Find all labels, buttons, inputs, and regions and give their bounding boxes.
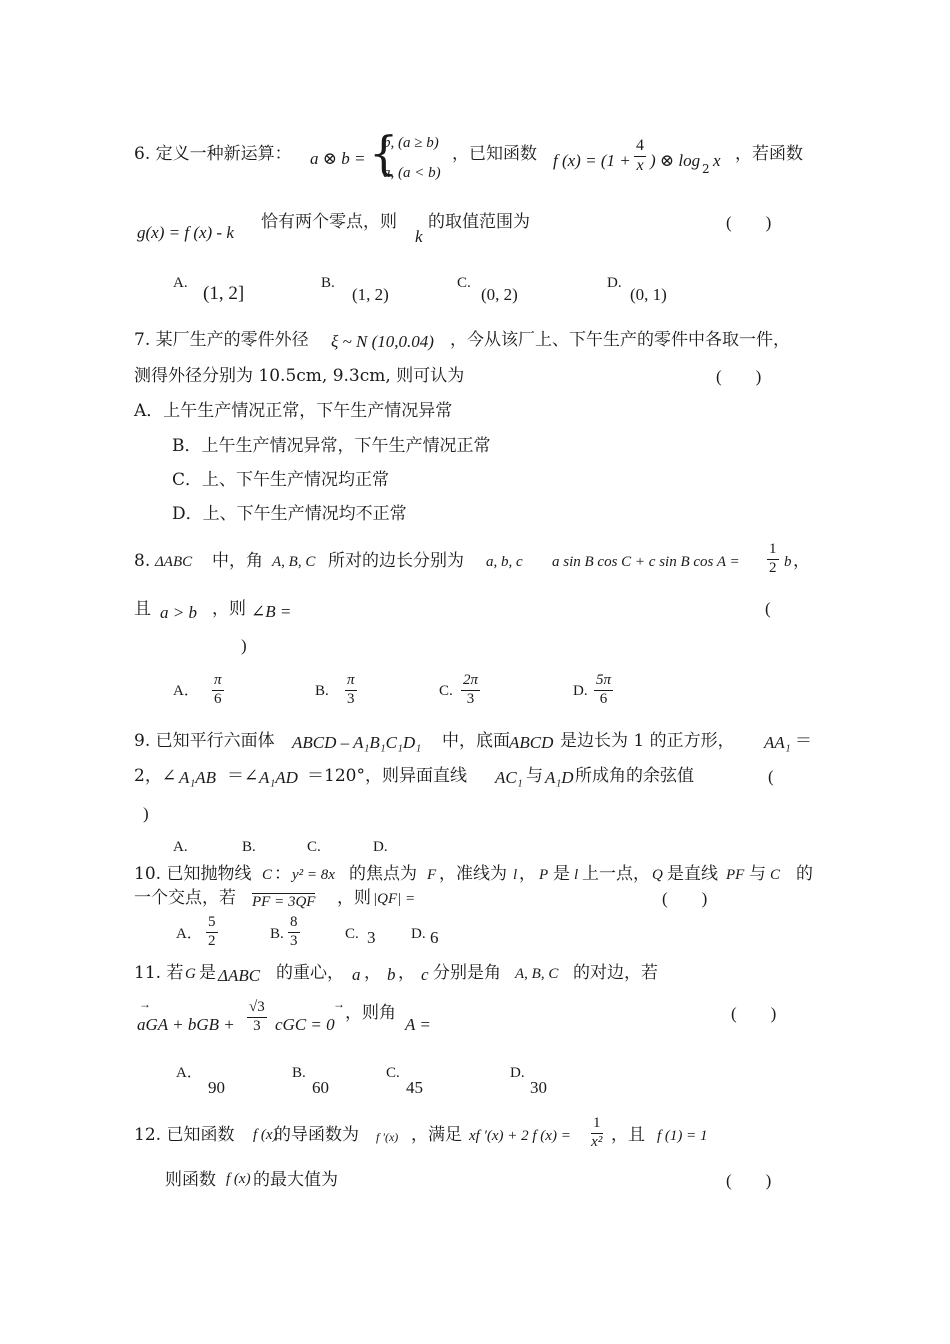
q11-c: c	[421, 965, 429, 984]
q8-line2-a: 且	[134, 599, 151, 619]
q11-line1-d: 分别是角	[433, 963, 501, 983]
q6-option-b-label: B.	[321, 275, 335, 291]
q11-option-b-value: 60	[312, 1078, 329, 1097]
q8-paren-open: (	[765, 599, 771, 618]
q8-option-b-num: π	[345, 673, 357, 691]
q11-a: a	[352, 965, 361, 984]
q9-base: ABCD	[509, 733, 554, 752]
q8-equation: a sin B cos C + c sin B cos A =	[552, 554, 740, 570]
q8-num: 8.	[134, 551, 151, 571]
q10-abs: |QF| =	[373, 891, 416, 907]
q6-option-c-value: (0, 2)	[481, 285, 518, 304]
q11-option-a-label: A．	[176, 1065, 202, 1081]
q9-angle1: A₁AB	[179, 768, 217, 787]
q11-line2-b: ，则角	[345, 1003, 396, 1023]
q11-b: b	[387, 965, 396, 984]
q6-frac-den: x	[636, 156, 644, 174]
q6-f-lhs: f (x) = (1 +	[553, 151, 631, 170]
q11-line1-b: 是	[199, 963, 216, 983]
q6-f-rhs: ) ⊗ log	[650, 151, 701, 170]
q12-line1-b: 的导函数为	[274, 1125, 359, 1145]
q6-log-base: 2	[702, 162, 710, 176]
q8-text1: 中，角	[212, 551, 263, 571]
q12-frac-den: x²	[591, 1133, 603, 1150]
q8-option-a-num: π	[212, 673, 224, 691]
q10-line2-a: 一个交点，若	[134, 888, 236, 908]
q11-expr-b: cGC = 0	[275, 1015, 335, 1034]
q7-option-a: A．上午生产情况正常，下午生产情况异常	[134, 401, 453, 421]
q12-answer-paren: ( )	[726, 1171, 772, 1190]
q10-t8: 的	[796, 864, 813, 884]
q8-option-c-den: 3	[466, 690, 475, 707]
q6-answer-paren: ( )	[726, 213, 772, 232]
q6-option-d-label: D.	[607, 275, 622, 291]
q11-sqrt3: √3	[247, 1000, 267, 1018]
q8-option-b-label: B.	[315, 683, 329, 699]
q8-angles: A, B, C	[272, 554, 316, 570]
q11-answer-paren: ( )	[731, 1004, 777, 1023]
q10-option-c-value: 3	[367, 928, 376, 947]
q9-line1-a: 9. 已知平行六面体	[134, 731, 275, 751]
q6-case2: a, (a < b)	[383, 165, 441, 181]
q12-line1-c: ，满足	[411, 1125, 462, 1145]
q6-option-c-label: C.	[457, 275, 471, 291]
q11-sep1: ，	[364, 963, 381, 983]
q11-triangle: ΔABC	[218, 966, 261, 985]
q10-option-d-label: D.	[411, 926, 426, 942]
q9-line2-d: 所成角的余弦值	[575, 766, 694, 786]
q8-option-d-label: D.	[573, 683, 588, 699]
q10-option-c-label: C.	[345, 926, 359, 942]
q10-f: F	[427, 867, 437, 883]
q6-case1: b, (a ≥ b)	[383, 135, 439, 151]
q10-colon: ：	[274, 864, 291, 884]
q7-line2: 测得外径分别为 10.5cm, 9.3cm, 则可认为	[134, 366, 465, 386]
q11-line1-e: 的对边，若	[573, 963, 658, 983]
q6-brace: {	[369, 126, 399, 180]
q9-option-b: B.	[242, 839, 256, 855]
q9-line2-b: ＝120°，则异面直线	[307, 766, 467, 786]
q8-half-den: 2	[769, 559, 777, 576]
q10-equation: y² = 8x	[292, 867, 335, 883]
q8-condition: a > b	[160, 603, 197, 622]
q10-c: C	[262, 867, 273, 883]
q10-option-a-value	[206, 915, 218, 950]
q11-expr-a: aGA + bGB +	[137, 1015, 235, 1034]
q8-comma: ，	[793, 551, 810, 571]
q10-t2: ，准线为	[439, 864, 507, 884]
q11-den3: 3	[253, 1017, 261, 1034]
q10-option-d-value: 6	[430, 928, 439, 947]
q12-fx: f (x)	[253, 1127, 278, 1143]
q12-fx2: f (x)	[226, 1171, 251, 1187]
q11-caps: A, B, C	[515, 966, 559, 982]
q11-line1-a: 11. 若	[134, 963, 184, 983]
q11-option-c-label: C.	[386, 1065, 400, 1081]
q8-option-a-value	[212, 673, 224, 708]
q11-option-a-value: 90	[208, 1078, 225, 1097]
q6-text2: 恰有两个零点，则	[261, 212, 397, 232]
q9-eq-sign: ＝	[795, 731, 812, 751]
q8-option-d-value	[594, 673, 613, 708]
q8-angle: ∠B =	[251, 602, 292, 621]
q6-fraction	[634, 138, 646, 175]
q10-t7: 与	[749, 864, 766, 884]
q12-fraction	[591, 1116, 603, 1151]
q6-option-b-value: (1, 2)	[352, 285, 389, 304]
q9-line1-b: 中，底面	[442, 731, 510, 751]
q9-paren-close: )	[143, 804, 149, 823]
q12-expr: xf ′(x) + 2 f (x) =	[469, 1128, 571, 1144]
q8-option-c-value	[461, 673, 480, 708]
q8-option-c-num: 2π	[461, 673, 480, 691]
q10-l: l	[513, 867, 518, 883]
q8-option-a-label: A．	[173, 683, 199, 699]
q6-frac-num: 4	[634, 138, 646, 157]
q10-t6: 是直线	[667, 864, 718, 884]
q10-vector-eq: PF = 3QF	[252, 894, 316, 910]
q10-option-b-label: B.	[270, 926, 284, 942]
q9-option-d: D.	[373, 839, 388, 855]
q8-option-d-den: 6	[599, 690, 608, 707]
q6-k: k	[415, 227, 423, 246]
q10-answer-paren: ( )	[662, 889, 708, 908]
q9-eq2: ＝∠	[227, 766, 259, 786]
q10-num: 10. 已知抛物线	[134, 864, 252, 884]
q10-t3: ，	[519, 864, 536, 884]
q11-g: G	[185, 966, 196, 982]
q7-option-b: B．上午生产情况异常，下午生产情况正常	[172, 436, 491, 456]
q9-line2-c: 与	[526, 766, 543, 786]
q10-option-a-den: 2	[208, 932, 216, 949]
q12-line1-a: 12. 已知函数	[134, 1125, 235, 1145]
q6-mid: ，已知函数	[452, 144, 537, 164]
q6-end: ，若函数	[735, 144, 803, 164]
q8-option-d-num: 5π	[594, 673, 613, 691]
q8-option-c-label: C.	[439, 683, 453, 699]
q8-half	[767, 542, 779, 577]
q10-c2: C	[770, 867, 781, 883]
q9-ac1: AC₁	[495, 768, 523, 787]
q12-frac-num: 1	[591, 1116, 603, 1134]
q6-option-a-label: A.	[173, 275, 188, 291]
q12-fpx: f ′(x)	[376, 1130, 399, 1144]
q11-option-c-value: 45	[406, 1078, 423, 1097]
q10-option-b-num: 8	[288, 915, 300, 933]
q6-option-a-value: (1, 2]	[203, 283, 245, 304]
q11-sqrt3-over-3	[247, 1000, 267, 1035]
q12-init: f (1) = 1	[657, 1128, 708, 1144]
q8-option-a-den: 6	[214, 690, 222, 707]
q9-angle2: A₁AD	[259, 768, 298, 787]
q11-sep2: ，	[398, 963, 415, 983]
q8-triangle: ΔABC	[155, 554, 193, 570]
q9-line1-c: 是边长为 1 的正方形，	[560, 731, 735, 751]
q6-label: 6. 定义一种新运算：	[134, 144, 292, 164]
q10-pf: PF	[726, 867, 745, 883]
q6-option-d-value: (0, 1)	[630, 285, 667, 304]
q12-line2-a: 则函数	[165, 1170, 216, 1190]
q9-aa1: AA₁	[764, 733, 791, 752]
q8-paren-close: )	[241, 636, 247, 655]
q7-line1-a: 7. 某厂生产的零件外径	[134, 330, 309, 350]
q9-option-c: C.	[307, 839, 321, 855]
q9-solid: ABCD – A₁B₁C₁D₁	[292, 733, 422, 752]
q10-line2-b: ，则	[337, 888, 371, 908]
q8-b: b	[784, 554, 792, 570]
q6-text3: 的取值范围为	[428, 212, 530, 232]
q10-t1: 的焦点为	[349, 864, 417, 884]
q11-line1-c: 的重心，	[276, 963, 344, 983]
q11-option-d-value: 30	[530, 1078, 547, 1097]
q12-line2-b: 的最大值为	[253, 1170, 338, 1190]
q10-option-a-label: A．	[176, 926, 202, 942]
q7-line1-b: ，今从该厂上、下午生产的零件中各取一件，	[450, 330, 790, 350]
q10-t5: 上一点，	[582, 864, 650, 884]
q8-option-b-den: 3	[347, 690, 355, 707]
q8-option-b-value	[345, 673, 357, 708]
q11-a-eq: A =	[405, 1015, 431, 1034]
q11-option-b-label: B.	[292, 1065, 306, 1081]
q7-distribution: ξ ~ N (10,0.04)	[331, 332, 434, 351]
q10-option-b-den: 3	[290, 932, 298, 949]
q6-op-lhs: a ⊗ b =	[310, 149, 366, 168]
q11-arrow-1: →	[139, 997, 151, 1011]
q7-option-c: C．上、下午生产情况均正常	[172, 470, 390, 490]
q10-q: Q	[652, 867, 663, 883]
q10-t4: 是	[553, 864, 570, 884]
q11-arrow-2: →	[333, 997, 345, 1011]
q7-answer-paren: ( )	[716, 367, 762, 386]
q9-paren-open: (	[768, 767, 774, 786]
q8-text2: 所对的边长分别为	[328, 551, 464, 571]
q6-log-arg: x	[713, 151, 721, 170]
q10-p: P	[539, 867, 549, 883]
q10-l2: l	[574, 867, 579, 883]
q8-line2-b: ，则	[212, 599, 246, 619]
q7-option-d: D．上、下午生产情况均不正常	[172, 504, 407, 524]
q9-option-a: A.	[173, 839, 188, 855]
q8-sides: a, b, c	[486, 554, 523, 570]
q10-option-b-value	[288, 915, 300, 950]
q6-g-expr: g(x) = f (x) - k	[137, 223, 234, 242]
q8-half-num: 1	[767, 542, 779, 560]
q12-line1-d: ，且	[611, 1125, 645, 1145]
q11-option-d-label: D.	[510, 1065, 525, 1081]
q9-line2-a: 2，∠	[134, 766, 177, 786]
q9-a1d: A₁D	[545, 768, 574, 787]
q10-option-a-num: 5	[206, 915, 218, 933]
